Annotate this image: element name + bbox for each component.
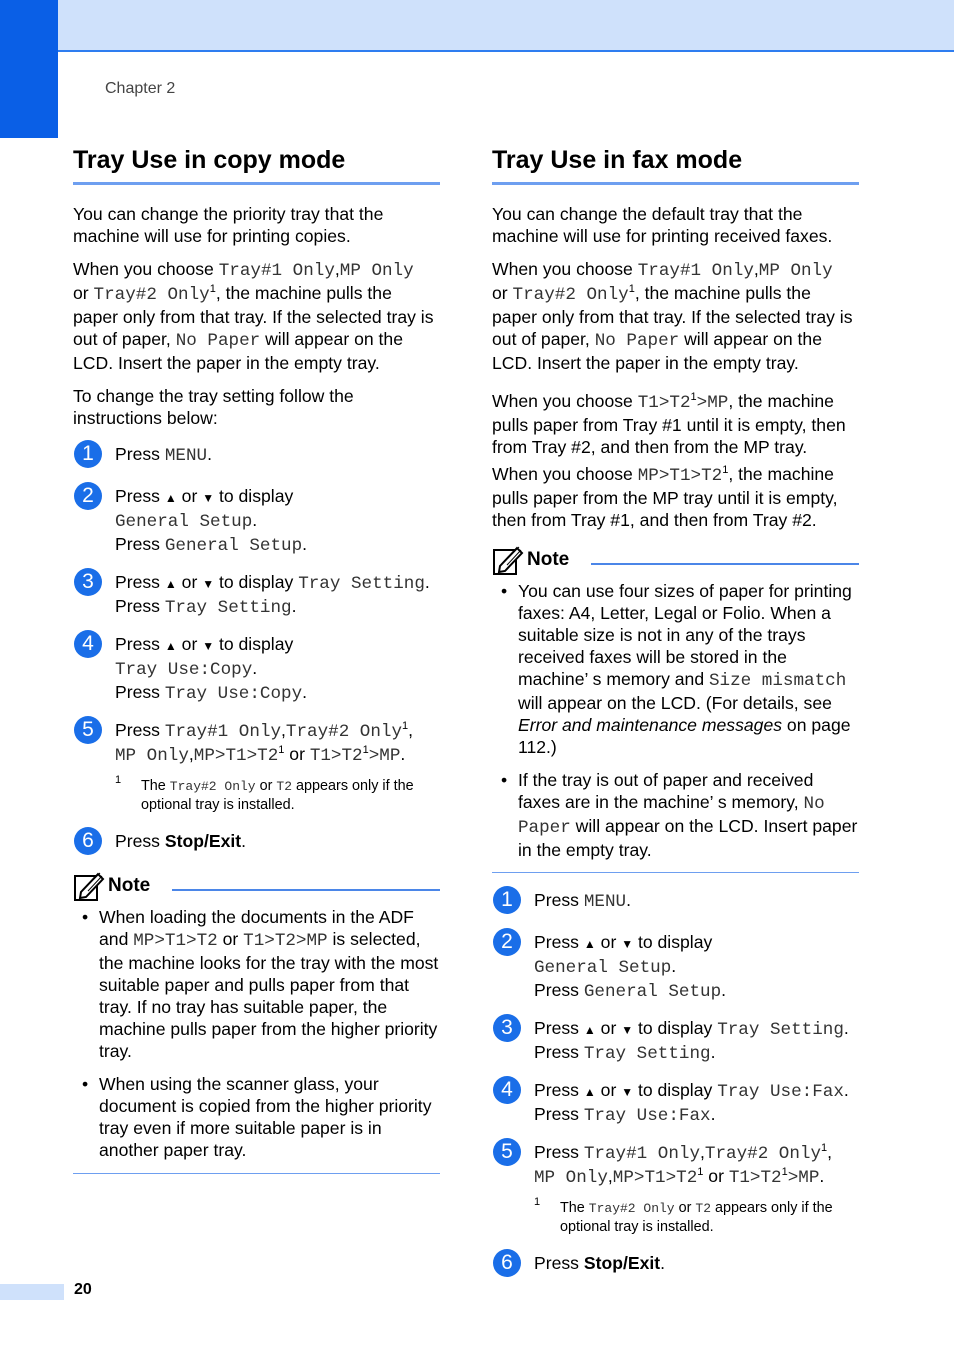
header-band: [0, 0, 954, 52]
step-number-icon: 4: [74, 630, 102, 658]
step-number-icon: 2: [74, 482, 102, 510]
choose-paragraph: When you choose Tray#1 Only,MP Only or Tray#2 Only$^1$, the machine pulls the paper only from that tray. If the selected tray is out of paper, No Paper will appear on the LCD. Insert the paper in the empty tray.: [73, 259, 434, 373]
up-arrow-icon: ▲: [164, 491, 177, 505]
footnote: 1 The Tray#2 Only or T2 appears only if the optional tray is installed.: [115, 774, 414, 813]
instructions-paragraph: To change the tray setting follow the instructions below:: [73, 386, 354, 428]
step-3: 3 Press ▲ or ▼ to display Tray Setting. Press Tray Setting.: [492, 1017, 859, 1065]
note-label: Note: [527, 549, 570, 570]
step-5: 5 Press Tray#1 Only,Tray#2 Only$^1$, MP $Only,MP>T1>T2^1$ or $T1>T2^1>MP$.: [492, 1141, 859, 1189]
step-6: 6 Press Stop/Exit.: [73, 830, 440, 858]
section-title: Tray Use in copy mode: [73, 144, 440, 185]
note-bullet: • When using the scanner glass, your document is copied from the higher priority tray even if more suitable paper is in another paper tray.: [82, 1074, 432, 1160]
section-title: Tray Use in fax mode: [492, 144, 859, 185]
step-number-icon: 5: [493, 1138, 521, 1166]
step-number-icon: 3: [74, 568, 102, 596]
note-bullet: • You can use four sizes of paper for printing faxes: A4, Letter, Legal or Folio. When a suitable size is not in any of the trays received faxes will be stored in the machine’ s memory and Size mismatch will appear on the LCD. (For details, see Error and maintenance messages on page 112.): [501, 581, 852, 757]
up-arrow-icon: ▲: [583, 937, 596, 951]
down-arrow-icon: ▼: [202, 577, 215, 591]
copy-mode-section: [73, 144, 440, 1190]
note-end-rule: [73, 1173, 440, 1174]
step-1: 1 Press MENU.: [492, 889, 859, 917]
step-1: 1 Press MENU.: [73, 443, 440, 471]
step-2: 2 Press ▲ or ▼ to display General Setup. Press General Setup.: [492, 931, 859, 1003]
note-header: [492, 542, 859, 578]
down-arrow-icon: ▼: [621, 1023, 634, 1037]
up-arrow-icon: ▲: [164, 639, 177, 653]
page-number-bar: [0, 1284, 64, 1300]
down-arrow-icon: ▼: [621, 937, 634, 951]
intro-paragraph: You can change the default tray that the machine will use for printing received faxes.: [492, 204, 833, 246]
note-header: [73, 868, 440, 904]
step-5: 5 Press Tray#1 Only,Tray#2 Only$^1$, MP $Only,MP>T1>T2^1$ or $T1>T2^1>MP$.: [73, 719, 440, 767]
chapter-tab: [0, 0, 58, 138]
step-number-icon: 2: [493, 928, 521, 956]
note-divider: [591, 563, 859, 565]
step-number-icon: 3: [493, 1014, 521, 1042]
down-arrow-icon: ▼: [621, 1085, 634, 1099]
mp-paragraph: When you choose $MP>T1>T2^1$, the machine pulls paper from the MP tray until it is empty, then from Tray #1, and then from Tray #2.: [492, 464, 838, 530]
note-bullet: • When loading the documents in the ADF and MP>T1>T2 or T1>T2>MP is selected, the machine looks for the tray with the most suitable paper and pulls paper from that tray. If no tray has suitable paper, the machine pulls paper from the higher priority tray.: [82, 907, 439, 1061]
t1t2-paragraph: When you choose $T1>T2^1>MP$, the machine pulls paper from Tray #1 until it is empty, then from Tray #2, and then from the MP tray.: [492, 391, 846, 457]
step-number-icon: 4: [493, 1076, 521, 1104]
page-number: 20: [74, 1281, 92, 1298]
step-number-icon: 1: [493, 886, 521, 914]
note-pencil-icon: [73, 870, 105, 902]
step-3: 3 Press ▲ or ▼ to display Tray Setting. Press Tray Setting.: [73, 571, 440, 619]
note-divider: [172, 889, 440, 891]
note-label: Note: [108, 875, 151, 896]
step-number-icon: 6: [74, 827, 102, 855]
up-arrow-icon: ▲: [583, 1023, 596, 1037]
intro-paragraph: You can change the priority tray that the machine will use for printing copies.: [73, 204, 384, 246]
step-4: 4 Press ▲ or ▼ to display Tray Use:Fax. Press Tray Use:Fax.: [492, 1079, 859, 1127]
up-arrow-icon: ▲: [164, 577, 177, 591]
fax-mode-section: [492, 144, 859, 1294]
step-6: 6 Press Stop/Exit.: [492, 1252, 859, 1280]
choose-paragraph: When you choose Tray#1 Only,MP Only or Tray#2 Only$^1$, the machine pulls the paper only from that tray. If the selected tray is out of paper, No Paper will appear on the LCD. Insert the paper in the empty tray.: [492, 259, 853, 373]
step-4: 4 Press ▲ or ▼ to display Tray Use:Copy. Press Tray Use:Copy.: [73, 633, 440, 705]
chapter-label: Chapter 2: [105, 80, 176, 97]
footnote: 1 The Tray#2 Only or T2 appears only if the optional tray is installed.: [534, 1196, 833, 1235]
step-2: 2 Press ▲ or ▼ to display General Setup. Press General Setup.: [73, 485, 440, 557]
down-arrow-icon: ▼: [202, 639, 215, 653]
up-arrow-icon: ▲: [583, 1085, 596, 1099]
note-end-rule: [492, 872, 859, 873]
down-arrow-icon: ▼: [202, 491, 215, 505]
step-number-icon: 5: [74, 716, 102, 744]
step-number-icon: 6: [493, 1249, 521, 1277]
note-pencil-icon: [492, 544, 524, 576]
step-number-icon: 1: [74, 440, 102, 468]
note-bullet: • If the tray is out of paper and received faxes are in the machine’ s memory, No Paper will appear on the LCD. Insert paper in the empty tray.: [501, 770, 858, 860]
